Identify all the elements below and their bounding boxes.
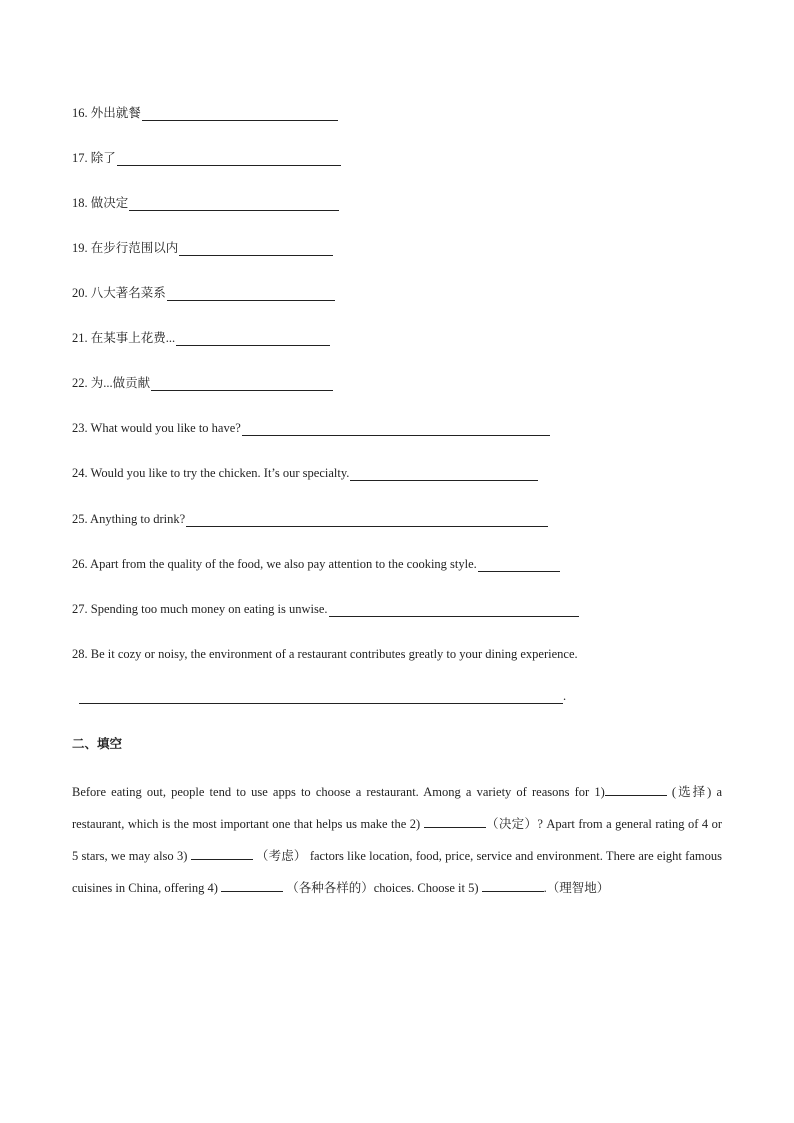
answer-blank[interactable] bbox=[129, 196, 339, 211]
item-text: 16. 外出就餐 bbox=[72, 106, 141, 120]
item-21 bbox=[72, 328, 330, 346]
item-text: 17. 除了 bbox=[72, 151, 116, 165]
item-text: 26. Apart from the quality of the food, we also pay attention to the cooking style. bbox=[72, 557, 477, 571]
item-text: 21. 在某事上花费... bbox=[72, 331, 176, 345]
item-23 bbox=[72, 418, 550, 436]
answer-blank[interactable] bbox=[186, 512, 548, 527]
item-16 bbox=[72, 103, 338, 121]
item-25 bbox=[72, 509, 548, 527]
para-text-1: Before eating out, people tend to use apps to choose a restaurant. Among a variety of reasons for 1) bbox=[72, 785, 605, 799]
item-28-answer-line bbox=[78, 686, 566, 704]
item-28 bbox=[72, 644, 578, 662]
item-text: 18. 做决定 bbox=[72, 196, 129, 210]
para-text-3: （决定）? Apart from a general rating of 4 or 5 stars, we may also 3) bbox=[72, 817, 722, 863]
item-text: 22. 为...做贡献 bbox=[72, 376, 151, 390]
item-19 bbox=[72, 238, 333, 256]
item-22 bbox=[72, 373, 333, 391]
period: . bbox=[563, 689, 567, 703]
item-text: 24. Would you like to try the chicken. It’s our specialty. bbox=[72, 466, 350, 480]
cloze-blank-4[interactable] bbox=[221, 879, 283, 892]
answer-blank[interactable] bbox=[242, 421, 550, 436]
item-20 bbox=[72, 283, 335, 301]
section-heading: 二、填空 bbox=[72, 736, 123, 751]
answer-blank[interactable] bbox=[179, 241, 333, 256]
answer-blank[interactable] bbox=[142, 106, 338, 121]
cloze-blank-1[interactable] bbox=[605, 783, 667, 796]
cloze-paragraph bbox=[72, 776, 722, 904]
answer-blank[interactable] bbox=[117, 151, 341, 166]
item-text: 27. Spending too much money on eating is unwise. bbox=[72, 602, 328, 616]
item-24 bbox=[72, 463, 538, 481]
item-27 bbox=[72, 599, 579, 617]
item-text: 19. 在步行范围以内 bbox=[72, 241, 179, 255]
item-17 bbox=[72, 148, 341, 166]
item-text: 28. Be it cozy or noisy, the environment of a restaurant contributes greatly to your dining experience. bbox=[72, 647, 578, 661]
answer-blank[interactable] bbox=[350, 466, 538, 481]
para-text-4: （考虑） factors like location, food, price, service and environment. There are eight famous cuisines in China, offering 4) bbox=[72, 849, 722, 895]
item-text: 23. What would you like to have? bbox=[72, 421, 241, 435]
answer-blank[interactable] bbox=[79, 689, 563, 704]
para-text-6: .（理智地） bbox=[543, 881, 610, 895]
answer-blank[interactable] bbox=[176, 331, 330, 346]
answer-blank[interactable] bbox=[151, 376, 333, 391]
para-text-5: （各种各样的）choices. Choose it 5) bbox=[283, 881, 482, 895]
item-text: 25. Anything to drink? bbox=[72, 512, 186, 526]
cloze-blank-3[interactable] bbox=[191, 847, 253, 860]
item-26 bbox=[72, 554, 560, 572]
item-text: 20. 八大著名菜系 bbox=[72, 286, 166, 300]
cloze-blank-5[interactable] bbox=[482, 879, 544, 892]
answer-blank[interactable] bbox=[167, 286, 335, 301]
para-text-2: (选择) a restaurant, which is the most important one that helps us make the 2) bbox=[72, 785, 722, 831]
answer-blank[interactable] bbox=[329, 602, 579, 617]
answer-blank[interactable] bbox=[478, 557, 560, 572]
item-18 bbox=[72, 193, 339, 211]
cloze-blank-2[interactable] bbox=[424, 815, 486, 828]
